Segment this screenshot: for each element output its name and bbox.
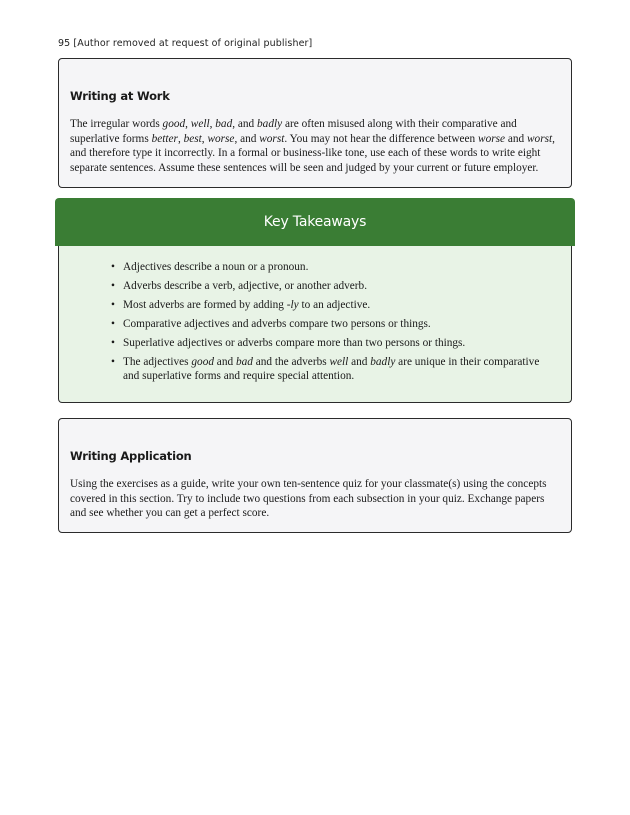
- list-item: • Comparative adjectives and adverbs compare two persons or things.: [111, 318, 431, 330]
- writing-application-box: [58, 418, 572, 533]
- list-item: • Superlative adjectives or adverbs compare more than two persons or things.: [111, 337, 466, 349]
- list-item: • Most adverbs are formed by adding -ly to an adjective.: [111, 299, 371, 311]
- writing-application-text: Using the exercises as a guide, write your own ten-sentence quiz for your classmate(s) using the concepts covered in this section. Try to include two questions from each subsection in your quiz. Exchange papers and see whether you can get a perfect score.: [70, 478, 547, 519]
- key-takeaways-box: [55, 198, 575, 403]
- bullet-icon: •: [111, 318, 115, 330]
- bullet-icon: •: [111, 261, 115, 273]
- writing-at-work-title: Writing at Work: [70, 89, 170, 103]
- key-takeaways-header: [55, 198, 575, 246]
- key-takeaways-title: Key Takeaways: [263, 214, 367, 230]
- key-takeaways-list: [59, 246, 571, 383]
- writing-application-title: Writing Application: [70, 449, 192, 463]
- list-item: • The adjectives good and bad and the adverbs well and badly are unique in their comparative and superlative forms and require special attention.: [111, 356, 540, 382]
- bullet-icon: •: [111, 280, 115, 292]
- bullet-icon: •: [111, 299, 115, 311]
- key-takeaways-body: [58, 246, 572, 403]
- writing-at-work-box: [58, 58, 572, 188]
- list-item: • Adjectives describe a noun or a pronoun.: [111, 261, 309, 273]
- bullet-icon: •: [111, 356, 115, 368]
- running-header: 95 [Author removed at request of original publisher]: [58, 38, 313, 49]
- writing-at-work-text: The irregular words good, well, bad, and badly are often misused along with their comparative and superlative forms better, best, worse, and worst. You may not hear the difference between worse and worst, and therefore type it incorrectly. In a formal or business-like tone, use each of these words to write eight separate sentences. Assume these sentences will be seen and judged by your current or future employer.: [70, 118, 555, 174]
- list-item: • Adverbs describe a verb, adjective, or another adverb.: [111, 280, 368, 292]
- bullet-icon: •: [111, 337, 115, 349]
